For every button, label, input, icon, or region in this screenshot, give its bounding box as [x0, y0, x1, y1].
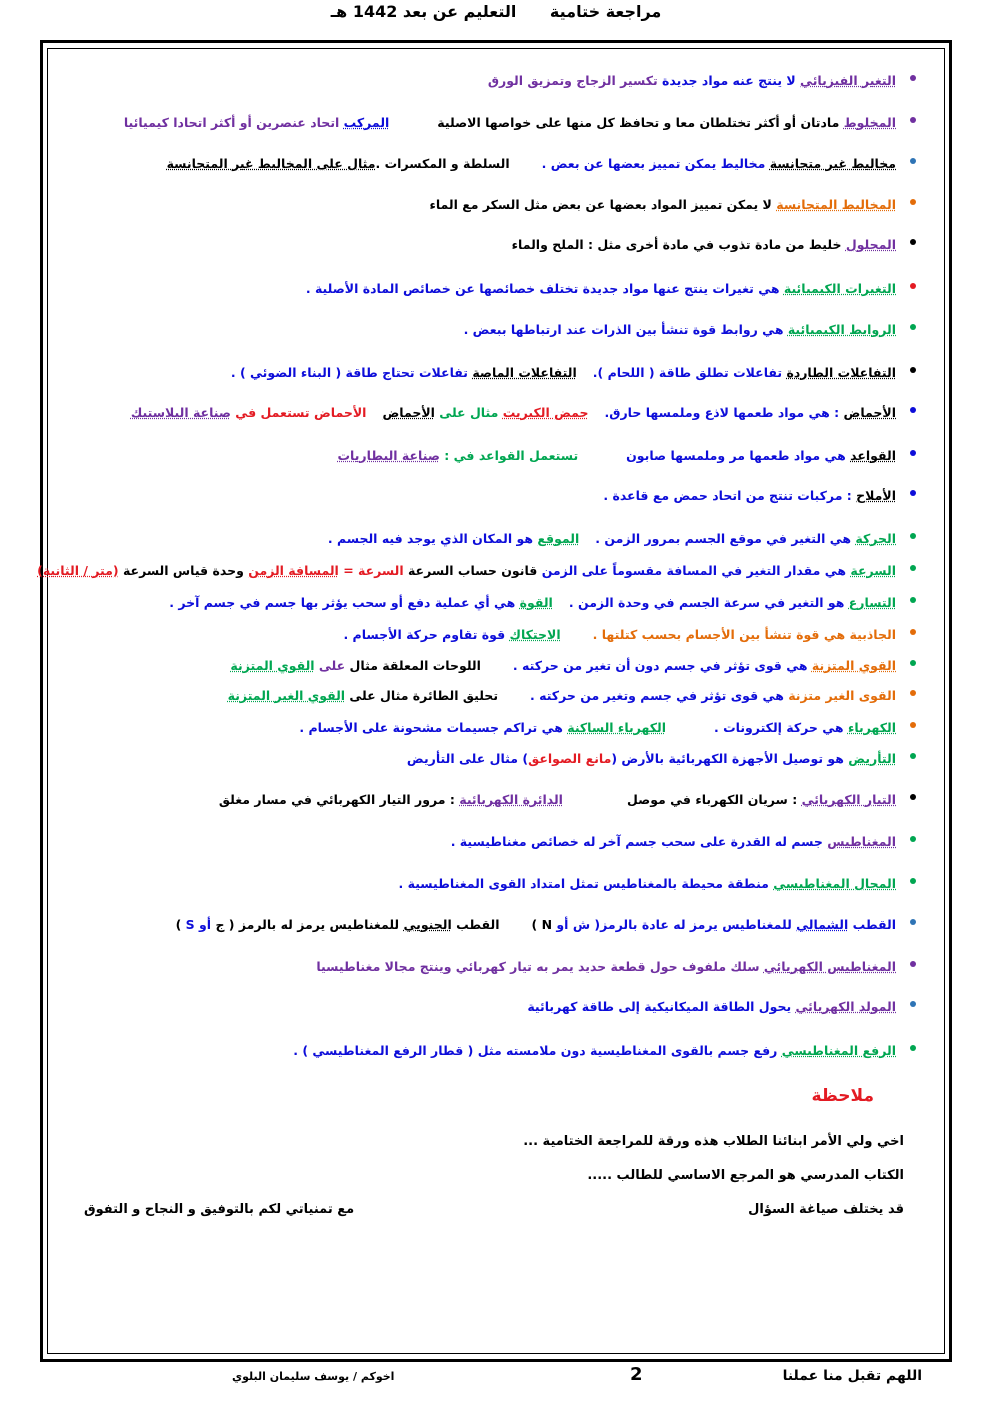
term-text: ) [175, 917, 186, 932]
term-text: هي قوى تؤثر في جسم وتغير من حركته . [530, 688, 789, 703]
term: المخاليط المتجانسة [776, 197, 896, 212]
term-text: الشمالي [796, 917, 849, 932]
term-text: اللوحات المعلقة مثال [345, 658, 481, 673]
term-text: المركب [343, 115, 390, 130]
review-item [37, 562, 896, 580]
term: التسارع [848, 595, 896, 610]
term: القواعد [850, 448, 896, 463]
term-text: الاحتكاك [509, 627, 561, 642]
term-text: الكهرباء الساكنة [567, 720, 666, 735]
term: الحركة [855, 531, 896, 546]
review-item [60, 72, 896, 90]
term-text: هي التغير في موقع الجسم بمرور الزمن . [595, 531, 856, 546]
term-text: مخاليط يمكن تمييز بعضها عن بعض . [541, 156, 770, 171]
page-header [0, 2, 992, 21]
term-text: على [314, 658, 346, 673]
term: الأملاح [856, 488, 896, 503]
term-text: هي حركة إلكترونات . [713, 720, 848, 735]
bullet-icon [910, 199, 916, 205]
bullet-icon [910, 690, 916, 696]
term-text: مثال على [434, 405, 503, 420]
term-text: أو [199, 917, 212, 932]
review-item [60, 875, 896, 893]
term-text: هو توصيل الأجهزة الكهربائية بالأرض ( [611, 751, 849, 766]
term: المغناطيس [827, 834, 896, 849]
term-text: تستعمل القواعد في : [439, 448, 579, 463]
term: القطب [848, 917, 896, 932]
bullet-icon [910, 660, 916, 666]
bullet-icon [910, 961, 916, 967]
note-line-textbook: الكتاب المدرسي هو المرجع الاساسي للطالب ..... [587, 1168, 904, 1183]
term-text: يحول الطاقة الميكانيكية إلى طاقة كهربائية [527, 999, 796, 1014]
term-text: وحدة قياس السرعة [118, 563, 249, 578]
footer-prayer: اللهم تقبل منا عملنا [782, 1368, 922, 1384]
review-item [60, 487, 896, 505]
term-text: مثال على المخاليط غير المتجانسة [166, 156, 376, 171]
term-text: الموقع [537, 531, 580, 546]
review-item [60, 626, 896, 644]
term-text: صناعة البطاريات [337, 448, 440, 463]
term-text: هي تراكم جسيمات مشحونة على الأجسام . [299, 720, 568, 735]
term-text: الأحماض [382, 405, 435, 420]
term-text: لا ينتج عنه مواد جديدة [657, 73, 801, 88]
term-text: تحليق الطائرة مثال على [345, 688, 499, 703]
term-text: اتحاد عنصرين أو أكثر اتحادا كيميائيا [123, 115, 344, 130]
review-item [60, 447, 896, 465]
bullet-icon [910, 490, 916, 496]
note-line-parents: اخي ولي الأمر ابنائنا الطلاب هذه ورقة للمراجعة الختامية ... [523, 1134, 904, 1149]
review-item [60, 657, 896, 675]
term-text: هي مواد طعمها مر وملمسها صابون [626, 448, 851, 463]
term-text: للمغناطيس يرمز له بالرمز ( ج [211, 917, 404, 932]
bullet-icon [910, 117, 916, 123]
term: السرعة [850, 563, 896, 578]
term: الكهرباء [847, 720, 896, 735]
review-item [60, 321, 896, 339]
review-item [60, 833, 896, 851]
bullet-icon [910, 629, 916, 635]
term: المولد الكهربائي [795, 999, 896, 1014]
bullet-icon [910, 283, 916, 289]
term-text: S [185, 917, 200, 932]
term-text: قوة تقاوم حركة الأجسام . [343, 627, 510, 642]
term-text: هي تغيرات ينتج عنها مواد جديدة تختلف خصائصها عن خصائص المادة الأصلية . [305, 281, 784, 296]
bullet-icon [910, 597, 916, 603]
term-text: سلك ملفوف حول قطعة حديد يمر به تيار كهربائي وينتج مجالا مغناطيسيا [316, 959, 764, 974]
review-item [60, 155, 896, 173]
term-text: مانع الصواعق [528, 751, 612, 766]
term-text: القوة [519, 595, 553, 610]
review-item [60, 114, 896, 132]
term-text: : هي مواد طعمها لاذع وملمسها حارق. [604, 405, 844, 420]
term-text: تكسير الزجاج وتمزيق الورق [487, 73, 658, 88]
bullet-icon [910, 158, 916, 164]
term-text: الأحماض تستعمل في [230, 405, 367, 420]
term-text: هي مقدار التغير في المسافة مقسوماً على الزمن [541, 563, 851, 578]
term: المحلول [845, 237, 896, 252]
term: مخاليط غير متجانسة [769, 156, 896, 171]
term-text: N [541, 917, 553, 932]
review-item [60, 791, 896, 809]
page-number: 2 [630, 1364, 643, 1385]
term-text: ) مثال على التأريض [406, 751, 529, 766]
bullet-icon [910, 878, 916, 884]
term-text: ) [531, 917, 542, 932]
header-distance-learning: التعليم عن بعد 1442 هـ [330, 2, 517, 21]
term: المخلوط [843, 115, 896, 130]
term-text: رفع جسم بالقوى المغناطيسية دون ملامسته مثل ( قطار الرفع المغناطيسي ) . [293, 1043, 782, 1058]
bullet-icon [910, 75, 916, 81]
term-text: القوي الغير المتزنة [227, 688, 346, 703]
term-text: : سريان الكهرباء في موصل [626, 792, 802, 807]
term-text: حمض الكبريت [502, 405, 589, 420]
term-text: القطب [451, 917, 500, 932]
review-item [60, 687, 896, 705]
bullet-icon [910, 533, 916, 539]
review-item [60, 236, 896, 254]
term-text: هو التغير في سرعة الجسم في وحدة الزمن . [568, 595, 849, 610]
term-text: التفاعلات الماصة [472, 365, 577, 380]
note-title: ملاحظة [811, 1086, 874, 1106]
note-line-wishes: مع تمنياتي لكم بالتوفيق و النجاح و التفوق [84, 1202, 355, 1217]
term-text: هي قوة تنشأ بين الأجسام بحسب كتلتها . [592, 627, 850, 642]
term-text: (متر / الثانية) [37, 563, 119, 578]
term: المغناطيس الكهربائي [763, 959, 896, 974]
term-text: : مرور التيار الكهربائي في مسار مغلق [218, 792, 460, 807]
term-text: قانون حساب السرعة [403, 563, 542, 578]
term: القوي المتزنة [811, 658, 896, 673]
term: الروابط الكيميائية [787, 322, 896, 337]
term-text: الجنوبي [403, 917, 452, 932]
term: التيار الكهربائي [801, 792, 896, 807]
term: التغير الفيزيائي [800, 73, 896, 88]
review-item [60, 750, 896, 768]
term-text: هي قوى تؤثر في جسم دون أن تغير من حركته . [512, 658, 812, 673]
term-text: السرعة = [338, 563, 404, 578]
review-item [60, 958, 896, 976]
term: الرفع المغناطيسي [781, 1043, 896, 1058]
term-text: منطقة محيطة بالمغناطيس تمثل امتداد القوى المغناطيسية . [398, 876, 774, 891]
review-item [60, 280, 896, 298]
bullet-icon [910, 239, 916, 245]
bullet-icon [910, 324, 916, 330]
term-text: صناعة البلاستيك [130, 405, 231, 420]
term-text: هي روابط قوة تنشأ بين الذرات عند ارتباطها ببعض . [463, 322, 788, 337]
term-text: جسم له القدرة على سحب جسم آخر له خصائص مغناطيسية . [450, 834, 828, 849]
term: الأحماض [843, 405, 896, 420]
term-text: القوي المتزنة [230, 658, 315, 673]
header-review-title: مراجعة ختامية [549, 2, 662, 21]
term-text: هي أي عملية دفع أو سحب يؤثر بها جسم في جسم آخر . [169, 595, 520, 610]
term-text: لا يمكن تمييز المواد بعضها عن بعض مثل السكر مع الماء [429, 197, 777, 212]
review-item [60, 594, 896, 612]
review-item [60, 998, 896, 1016]
bullet-icon [910, 794, 916, 800]
bullet-icon [910, 1045, 916, 1051]
bullet-icon [910, 450, 916, 456]
term-text: تفاعلات تطلق طاقة ( اللحام ). [592, 365, 787, 380]
bullet-icon [910, 836, 916, 842]
term-text: مادتان أو أكثر تختلطان معا و تحافظ كل منها على خواصها الاصلية [437, 115, 844, 130]
bullet-icon [910, 722, 916, 728]
term: الجاذبية [849, 627, 896, 642]
term-text: تفاعلات تحتاج طاقة ( البناء الضوئي ) . [230, 365, 473, 380]
footer-author: اخوكم / يوسف سليمان البلوي [232, 1370, 395, 1383]
review-item [60, 364, 896, 382]
term-text: : مركبات تنتج من اتحاد حمض مع قاعدة . [603, 488, 857, 503]
term: التأريض [848, 751, 896, 766]
term-text: خليط من مادة تذوب في مادة أخرى مثل : الملح والماء [511, 237, 846, 252]
review-item [60, 1042, 896, 1060]
review-item [60, 916, 896, 934]
term: التغيرات الكيميائية [783, 281, 896, 296]
note-line-wording: قد يختلف صياغة السؤال [748, 1202, 904, 1217]
review-item [60, 530, 896, 548]
term-text: المسافة الزمن [248, 563, 339, 578]
review-item [60, 404, 896, 422]
review-item [60, 196, 896, 214]
term-text: الدائرة الكهربائية [459, 792, 563, 807]
term: القوى الغير متزنة [788, 688, 896, 703]
term-text: للمغناطيس يرمز له عادة بالرمز( ش أو [552, 917, 797, 932]
bullet-icon [910, 565, 916, 571]
term-text: هو المكان الذي يوجد فيه الجسم . [327, 531, 538, 546]
bullet-icon [910, 919, 916, 925]
review-item [60, 719, 896, 737]
term-text: السلطة و المكسرات . [375, 156, 510, 171]
bullet-icon [910, 753, 916, 759]
page-footer [0, 1364, 992, 1390]
bullet-icon [910, 367, 916, 373]
term: المجال المغناطيسي [773, 876, 896, 891]
bullet-icon [910, 1001, 916, 1007]
bullet-icon [910, 407, 916, 413]
term: التفاعلات الطاردة [786, 365, 896, 380]
